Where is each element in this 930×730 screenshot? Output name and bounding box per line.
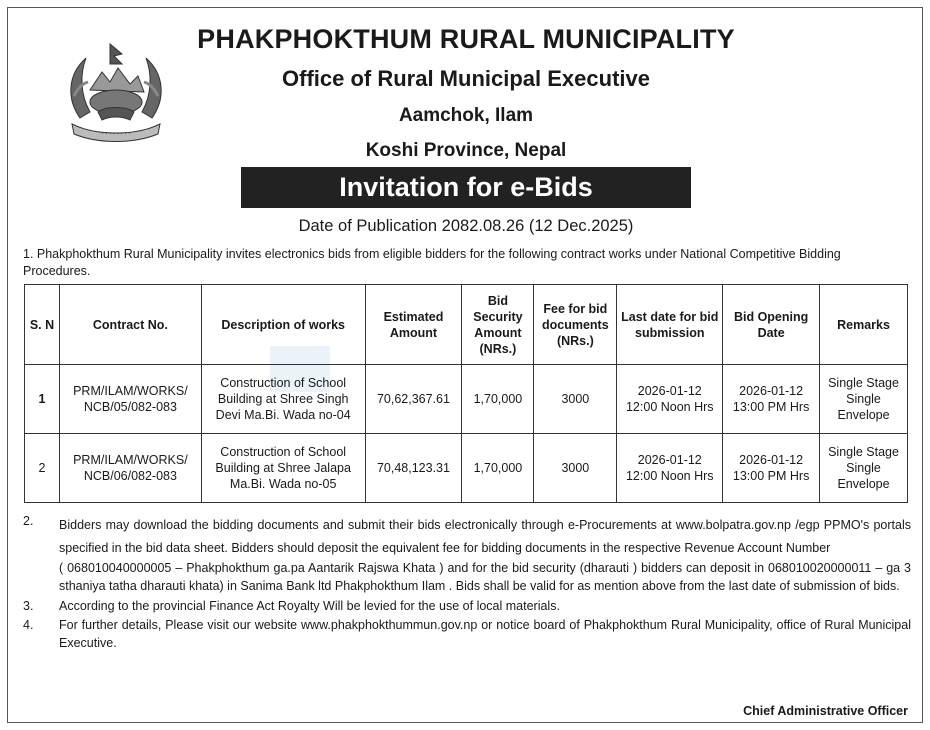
note-2-part-b: ( 068010040000005 – Phakphokthum ga.pa Aantarik Rajswa Khata ) and for the bid security (dharauti ) bidders can deposit in 068010020000011 – ga 3 sthaniya tatha dharauti khata) in Sanima Bank ltd Phakphokthum Ilam . Bids shall be valid for as mention above from the last date of submission of bids. — [59, 561, 911, 593]
notice-page — [7, 7, 923, 723]
cell-remarks: Single Stage Single Envelope — [820, 365, 908, 434]
cell-last-date — [617, 434, 723, 503]
cell-contract: PRM/ILAM/WORKS/ NCB/05/082-083 — [59, 365, 201, 434]
bids-table — [24, 284, 908, 503]
cell-contract: PRM/ILAM/WORKS/ NCB/06/082-083 — [59, 434, 201, 503]
last-date-value: 2026-01-12 — [637, 384, 702, 398]
note-2-part-a: Bidders may download the bidding documents and submit their bids electronically through e-Procurements at www.bolpatra.gov.np /egp PPMO's portals specified in the bid data sheet. Bidders should deposit the equivalent fee for bidding documents in the respective Revenue Account Number — [59, 518, 911, 555]
header-contract: Contract No. — [59, 285, 201, 365]
cell-opening — [723, 365, 820, 434]
header-sn: S. N — [25, 285, 60, 365]
cell-last-date — [617, 365, 723, 434]
cell-description: Construction of School Building at Shree Jalapa Ma.Bi. Wada no-05 — [201, 434, 365, 503]
table-header-row — [25, 285, 908, 365]
svg-text:· · · · · · · ·: · · · · · · · · — [101, 131, 131, 138]
office-title: Office of Rural Municipal Executive — [282, 66, 650, 91]
header-amount: Estimated Amount — [365, 285, 462, 365]
cell-remarks: Single Stage Single Envelope — [820, 434, 908, 503]
opening-date-value: 2026-01-12 — [739, 453, 804, 467]
header-security: Bid Security Amount (NRs.) — [462, 285, 534, 365]
last-date-value: 2026-01-12 — [637, 453, 702, 467]
note-4 — [23, 616, 911, 652]
header-remarks: Remarks — [820, 285, 908, 365]
publication-date: Date of Publication 2082.08.26 (12 Dec.2025) — [298, 217, 634, 235]
intro-paragraph: 1. Phakphokthum Rural Municipality invites electronics bids from eligible bidders for the following contract works under National Competitive Bidding Procedures. — [23, 247, 841, 278]
cell-description: Construction of School Building at Shree Singh Devi Ma.Bi. Wada no-04 — [201, 365, 365, 434]
municipality-title: PHAKPHOKTHUM RURAL MUNICIPALITY — [197, 24, 735, 54]
note-2-text — [59, 514, 911, 560]
table-row — [25, 365, 908, 434]
note-number: 4. — [23, 618, 34, 632]
note-2 — [23, 514, 911, 560]
cell-sn: 1 — [25, 365, 60, 434]
note-3-text: According to the provincial Finance Act Royalty Will be levied for the use of local materials. — [59, 599, 560, 613]
header-last-date: Last date for bid submission — [617, 285, 723, 365]
province-line: Koshi Province, Nepal — [365, 140, 567, 161]
note-4-text: For further details, Please visit our website www.phakphokthummun.gov.np or notice board of Phakphokthum Rural Municipality, office of Rural Municipal Executive. — [59, 618, 911, 650]
signature-title: Chief Administrative Officer — [743, 704, 908, 718]
note-number: 3. — [23, 599, 34, 613]
header-opening: Bid Opening Date — [723, 285, 820, 365]
opening-time-value: 13:00 PM Hrs — [732, 469, 810, 483]
last-time-value: 12:00 Noon Hrs — [625, 400, 714, 414]
cell-fee: 3000 — [534, 365, 617, 434]
cell-sn: 2 — [25, 434, 60, 503]
note-2-continued — [23, 560, 911, 595]
cell-amount: 70,48,123.31 — [365, 434, 462, 503]
cell-opening — [723, 434, 820, 503]
note-number: 2. — [23, 514, 34, 528]
table-row — [25, 434, 908, 503]
cell-security: 1,70,000 — [462, 365, 534, 434]
opening-date-value: 2026-01-12 — [739, 384, 804, 398]
address-line: Aamchok, Ilam — [398, 105, 534, 126]
cell-security: 1,70,000 — [462, 434, 534, 503]
header-fee: Fee for bid documents (NRs.) — [534, 285, 617, 365]
notice-banner: Invitation for e-Bids — [241, 167, 691, 208]
note-3 — [23, 597, 911, 616]
cell-fee: 3000 — [534, 434, 617, 503]
opening-time-value: 13:00 PM Hrs — [732, 400, 810, 414]
cell-amount: 70,62,367.61 — [365, 365, 462, 434]
last-time-value: 12:00 Noon Hrs — [625, 469, 714, 483]
notes-section — [23, 514, 911, 652]
header-description: Description of works — [201, 285, 365, 365]
